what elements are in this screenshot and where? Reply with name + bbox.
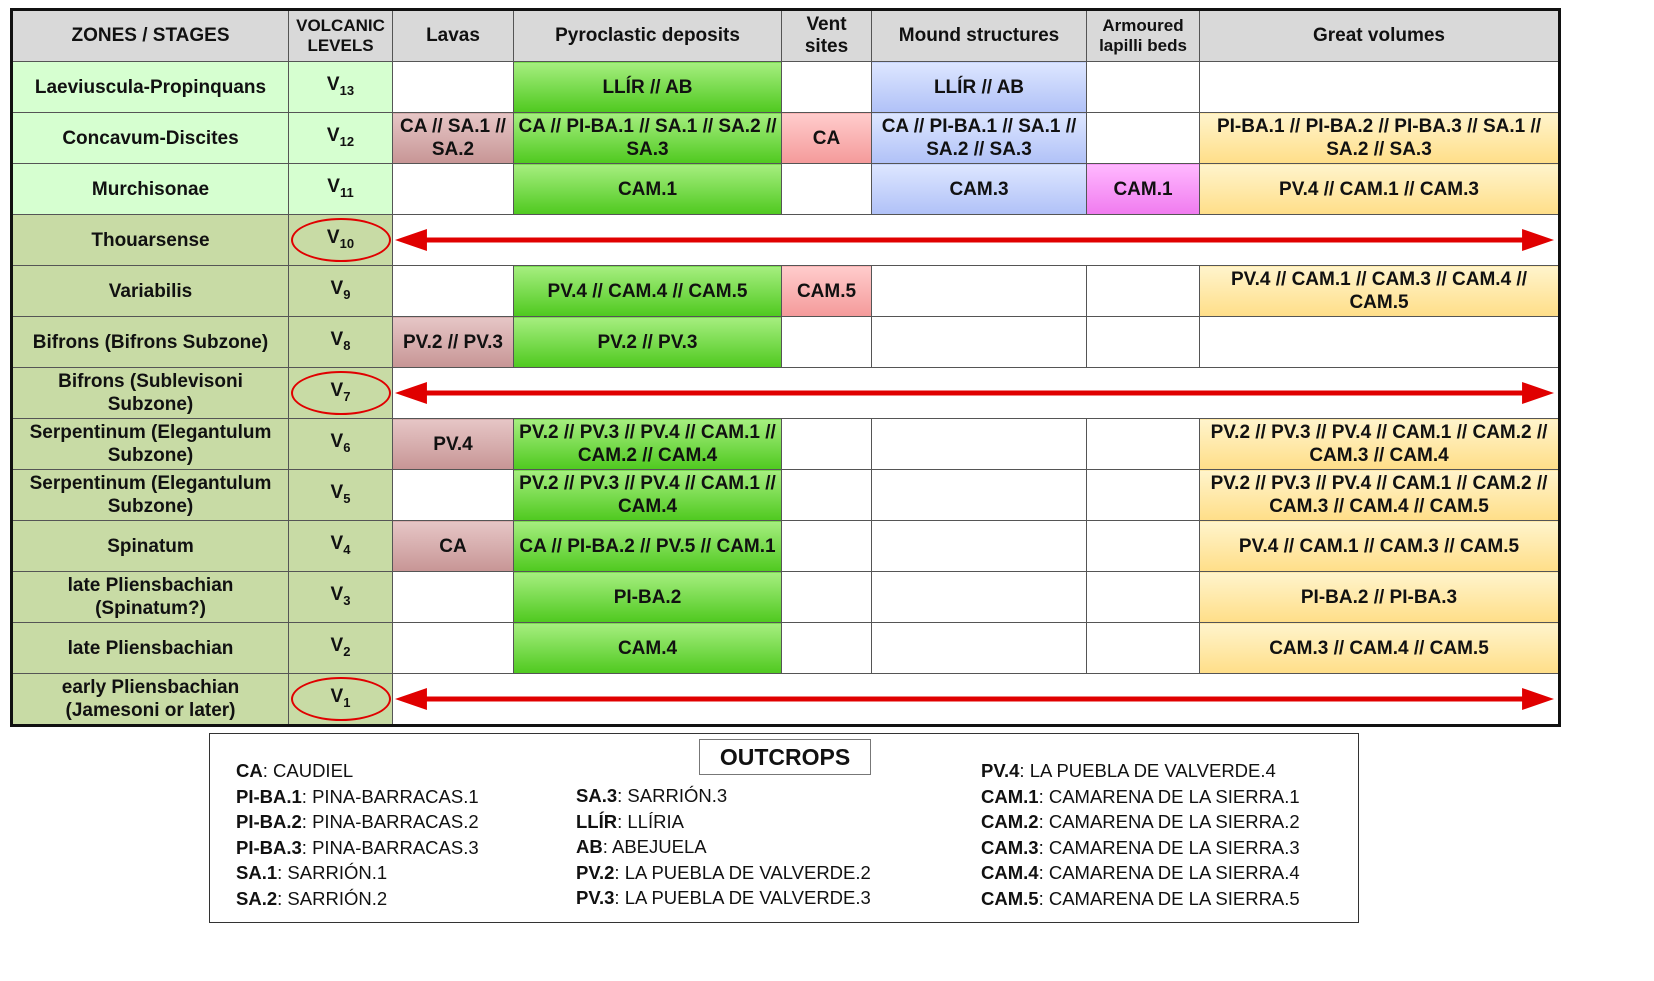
vent-sites-cell <box>782 419 872 470</box>
level-letter: V <box>326 73 340 95</box>
great-volumes-cell: PV.2 // PV.3 // PV.4 // CAM.1 // CAM.2 // CAM.3 // CAM.4 // CAM.5 <box>1200 470 1560 521</box>
legend-item <box>981 809 1300 835</box>
great-volumes-cell: PV.4 // CAM.1 // CAM.3 <box>1200 164 1560 215</box>
vent-sites-cell <box>782 521 872 572</box>
legend-code: PV.2 <box>576 861 615 883</box>
legend-name: LLÍRIA <box>627 810 684 832</box>
pyroclastic-cell: PV.2 // PV.3 // PV.4 // CAM.1 // CAM.2 // CAM.4 <box>514 419 782 470</box>
pyroclastic-cell: CA // PI-BA.2 // PV.5 // CAM.1 <box>514 521 782 572</box>
great-volumes-cell: PV.4 // CAM.1 // CAM.3 // CAM.5 <box>1200 521 1560 572</box>
level-number: 6 <box>343 439 351 455</box>
lavas-cell <box>393 164 514 215</box>
table-row <box>12 62 1560 113</box>
outcrops-legend <box>209 733 1359 923</box>
vent-sites-cell: CA <box>782 113 872 164</box>
zone-cell: Spinatum <box>12 521 289 572</box>
lavas-cell <box>393 470 514 521</box>
gap-arrow-cell <box>393 215 1560 266</box>
volcanic-level-cell <box>289 674 393 726</box>
table-row <box>12 215 1560 266</box>
legend-item <box>236 809 479 835</box>
legend-name: CAMARENA DE LA SIERRA.5 <box>1048 887 1300 909</box>
legend-item <box>576 809 871 835</box>
level-letter: V <box>327 175 340 197</box>
header-volcanic-levels: VOLCANIC LEVELS <box>289 10 393 62</box>
vent-sites-cell <box>782 317 872 368</box>
vent-sites-cell: CAM.5 <box>782 266 872 317</box>
legend-code: SA.1 <box>236 862 278 883</box>
legend-item <box>981 860 1300 886</box>
vent-sites-cell <box>782 164 872 215</box>
zone-cell: Bifrons (Bifrons Subzone) <box>12 317 289 368</box>
great-volumes-cell: PV.2 // PV.3 // PV.4 // CAM.1 // CAM.2 // CAM.3 // CAM.4 <box>1200 419 1560 470</box>
legend-name: CAMARENA DE LA SIERRA.3 <box>1048 836 1300 858</box>
legend-name: LA PUEBLA DE VALVERDE.2 <box>624 861 871 883</box>
legend-separator: : <box>617 810 628 832</box>
legend-item <box>236 784 479 810</box>
legend-code: SA.3 <box>576 785 618 806</box>
legend-column <box>981 758 1300 911</box>
pyroclastic-cell: PV.2 // PV.3 <box>514 317 782 368</box>
volcanic-level-cell <box>289 317 393 368</box>
lavas-cell <box>393 266 514 317</box>
legend-name: PINA-BARRACAS.3 <box>312 836 479 858</box>
zone-cell: Thouarsense <box>12 215 289 266</box>
legend-separator: : <box>262 760 274 781</box>
volcanic-level-cell <box>289 419 393 470</box>
legend-name: CAMARENA DE LA SIERRA.2 <box>1048 811 1300 832</box>
zone-cell: Laeviuscula-Propinquans <box>12 62 289 113</box>
armoured-lapilli-cell <box>1087 419 1200 470</box>
armoured-lapilli-cell <box>1087 572 1200 623</box>
lavas-cell: CA // SA.1 // SA.2 <box>393 113 514 164</box>
lavas-cell <box>393 572 514 623</box>
level-number: 13 <box>339 82 355 98</box>
level-number: 10 <box>339 235 355 251</box>
table-row <box>12 266 1560 317</box>
legend-code: SA.2 <box>236 887 278 909</box>
legend-name: PINA-BARRACAS.1 <box>312 785 479 807</box>
level-number: 7 <box>343 388 351 404</box>
volcanic-level-cell <box>289 113 393 164</box>
great-volumes-cell <box>1200 62 1560 113</box>
zone-cell: late Pliensbachian (Spinatum?) <box>12 572 289 623</box>
legend-item <box>576 885 871 911</box>
legend-name: CAMARENA DE LA SIERRA.4 <box>1048 862 1300 883</box>
legend-separator: : <box>301 811 313 832</box>
level-number: 4 <box>343 541 351 557</box>
great-volumes-cell: CAM.3 // CAM.4 // CAM.5 <box>1200 623 1560 674</box>
table-row <box>12 572 1560 623</box>
legend-item <box>576 783 871 809</box>
legend-name: LA PUEBLA DE VALVERDE.4 <box>1029 760 1276 781</box>
legend-name: CAUDIEL <box>273 760 354 781</box>
level-letter: V <box>330 430 344 452</box>
level-number: 8 <box>343 337 351 353</box>
legend-code: CAM.3 <box>981 836 1039 858</box>
legend-code: AB <box>576 836 603 857</box>
armoured-lapilli-cell: CAM.1 <box>1087 164 1200 215</box>
zone-cell: early Pliensbachian (Jamesoni or later) <box>12 674 289 726</box>
vent-sites-cell <box>782 62 872 113</box>
header-pyroclastic: Pyroclastic deposits <box>514 10 782 62</box>
legend-separator: : <box>277 862 288 883</box>
table-row <box>12 521 1560 572</box>
legend-separator: : <box>602 836 612 857</box>
mound-structures-cell <box>872 419 1087 470</box>
zone-cell: Murchisonae <box>12 164 289 215</box>
volcanic-level-cell <box>289 62 393 113</box>
zone-cell: Concavum-Discites <box>12 113 289 164</box>
armoured-lapilli-cell <box>1087 266 1200 317</box>
level-letter: V <box>330 277 344 299</box>
legend-item <box>236 860 479 886</box>
header-zones: ZONES / STAGES <box>12 10 289 62</box>
lavas-cell <box>393 623 514 674</box>
volcanic-levels-table <box>10 8 1561 727</box>
legend-item <box>236 886 479 912</box>
level-number: 3 <box>343 592 351 608</box>
pyroclastic-cell: LLÍR // AB <box>514 62 782 113</box>
legend-separator: : <box>617 785 628 806</box>
legend-item <box>236 835 479 861</box>
volcanic-level-cell <box>289 521 393 572</box>
legend-separator: : <box>301 785 313 807</box>
header-lavas: Lavas <box>393 10 514 62</box>
legend-separator: : <box>301 836 313 858</box>
gap-arrow-cell <box>393 674 1560 726</box>
legend-separator: : <box>277 887 288 909</box>
legend-column <box>576 783 871 911</box>
table-row <box>12 623 1560 674</box>
pyroclastic-cell: PI-BA.2 <box>514 572 782 623</box>
legend-item <box>576 860 871 886</box>
header-great-volumes: Great volumes <box>1200 10 1560 62</box>
lavas-cell: PV.4 <box>393 419 514 470</box>
volcanic-level-cell <box>289 164 393 215</box>
great-volumes-cell: PI-BA.1 // PI-BA.2 // PI-BA.3 // SA.1 // SA.2 // SA.3 <box>1200 113 1560 164</box>
level-highlight-ring <box>291 677 391 721</box>
mound-structures-cell <box>872 572 1087 623</box>
great-volumes-cell <box>1200 317 1560 368</box>
legend-title: OUTCROPS <box>699 739 871 775</box>
volcanic-level-cell <box>289 215 393 266</box>
legend-code: LLÍR <box>576 810 618 832</box>
level-letter: V <box>330 583 344 605</box>
volcanic-level-cell <box>289 470 393 521</box>
legend-separator: : <box>1038 836 1049 858</box>
level-letter: V <box>330 685 344 707</box>
legend-item <box>981 784 1300 810</box>
legend-code: PI-BA.3 <box>236 836 302 858</box>
legend-separator: : <box>1038 887 1049 909</box>
mound-structures-cell <box>872 521 1087 572</box>
zone-cell: Bifrons (Sublevisoni Subzone) <box>12 368 289 419</box>
mound-structures-cell <box>872 317 1087 368</box>
volcanic-level-cell <box>289 266 393 317</box>
legend-item <box>981 758 1300 784</box>
level-number: 2 <box>343 643 351 659</box>
table-row <box>12 164 1560 215</box>
pyroclastic-cell: CA // PI-BA.1 // SA.1 // SA.2 // SA.3 <box>514 113 782 164</box>
armoured-lapilli-cell <box>1087 623 1200 674</box>
level-letter: V <box>330 481 344 503</box>
lavas-cell <box>393 62 514 113</box>
legend-code: CA <box>236 760 263 781</box>
vent-sites-cell <box>782 572 872 623</box>
legend-name: ABEJUELA <box>612 836 707 857</box>
zone-cell: Serpentinum (Elegantulum Subzone) <box>12 470 289 521</box>
legend-code: PV.3 <box>576 887 615 908</box>
legend-column <box>236 758 479 911</box>
level-highlight-ring <box>291 218 391 262</box>
legend-separator: : <box>1019 760 1030 781</box>
double-arrow-icon <box>393 674 1558 724</box>
level-highlight-ring <box>291 371 391 415</box>
mound-structures-cell <box>872 470 1087 521</box>
mound-structures-cell: CAM.3 <box>872 164 1087 215</box>
legend-separator: : <box>1038 862 1049 883</box>
level-number: 12 <box>339 133 355 149</box>
legend-name: SARRIÓN.2 <box>287 887 388 909</box>
volcanic-level-cell <box>289 623 393 674</box>
zone-cell: Serpentinum (Elegantulum Subzone) <box>12 419 289 470</box>
armoured-lapilli-cell <box>1087 113 1200 164</box>
pyroclastic-cell: PV.4 // CAM.4 // CAM.5 <box>514 266 782 317</box>
volcanic-level-cell <box>289 368 393 419</box>
legend-separator: : <box>1038 785 1049 807</box>
level-letter: V <box>326 226 340 248</box>
legend-name: CAMARENA DE LA SIERRA.1 <box>1048 785 1300 807</box>
lavas-cell: CA <box>393 521 514 572</box>
legend-code: CAM.4 <box>981 862 1039 883</box>
legend-separator: : <box>1038 811 1049 832</box>
pyroclastic-cell: CAM.1 <box>514 164 782 215</box>
legend-item <box>576 834 871 860</box>
armoured-lapilli-cell <box>1087 521 1200 572</box>
armoured-lapilli-cell <box>1087 62 1200 113</box>
legend-code: PV.4 <box>981 760 1020 781</box>
legend-code: PI-BA.1 <box>236 785 302 807</box>
legend-item <box>981 886 1300 912</box>
double-arrow-icon <box>393 368 1558 418</box>
armoured-lapilli-cell <box>1087 470 1200 521</box>
legend-separator: : <box>614 887 625 908</box>
pyroclastic-cell: PV.2 // PV.3 // PV.4 // CAM.1 // CAM.4 <box>514 470 782 521</box>
level-number: 5 <box>343 490 351 506</box>
legend-name: LA PUEBLA DE VALVERDE.3 <box>624 887 871 908</box>
legend-code: CAM.1 <box>981 785 1039 807</box>
mound-structures-cell <box>872 266 1087 317</box>
legend-name: SARRIÓN.1 <box>287 862 388 883</box>
level-number: 11 <box>339 184 354 200</box>
legend-item <box>236 758 479 784</box>
great-volumes-cell: PV.4 // CAM.1 // CAM.3 // CAM.4 // CAM.5 <box>1200 266 1560 317</box>
legend-name: SARRIÓN.3 <box>627 785 728 806</box>
header-row <box>12 10 1560 62</box>
table-row <box>12 113 1560 164</box>
zone-cell: late Pliensbachian <box>12 623 289 674</box>
table-row <box>12 419 1560 470</box>
table-row <box>12 674 1560 726</box>
level-letter: V <box>330 634 344 656</box>
header-vent-sites: Vent sites <box>782 10 872 62</box>
great-volumes-cell: PI-BA.2 // PI-BA.3 <box>1200 572 1560 623</box>
legend-separator: : <box>614 861 625 883</box>
level-letter: V <box>326 124 340 146</box>
level-number: 1 <box>343 694 351 710</box>
armoured-lapilli-cell <box>1087 317 1200 368</box>
gap-arrow-cell <box>393 368 1560 419</box>
legend-code: PI-BA.2 <box>236 811 302 832</box>
level-letter: V <box>330 328 344 350</box>
vent-sites-cell <box>782 470 872 521</box>
mound-structures-cell: LLÍR // AB <box>872 62 1087 113</box>
table-row <box>12 470 1560 521</box>
pyroclastic-cell: CAM.4 <box>514 623 782 674</box>
lavas-cell: PV.2 // PV.3 <box>393 317 514 368</box>
vent-sites-cell <box>782 623 872 674</box>
volcanic-levels-table-container <box>10 8 1558 720</box>
table-row <box>12 368 1560 419</box>
header-mound-structures: Mound structures <box>872 10 1087 62</box>
legend-code: CAM.2 <box>981 811 1039 832</box>
table-row <box>12 317 1560 368</box>
header-armoured-lapilli: Armoured lapilli beds <box>1087 10 1200 62</box>
double-arrow-icon <box>393 215 1558 265</box>
legend-code: CAM.5 <box>981 887 1039 909</box>
zone-cell: Variabilis <box>12 266 289 317</box>
mound-structures-cell <box>872 623 1087 674</box>
volcanic-level-cell <box>289 572 393 623</box>
mound-structures-cell: CA // PI-BA.1 // SA.1 // SA.2 // SA.3 <box>872 113 1087 164</box>
legend-name: PINA-BARRACAS.2 <box>312 811 479 832</box>
legend-item <box>981 835 1300 861</box>
level-letter: V <box>330 532 344 554</box>
level-letter: V <box>330 379 344 401</box>
level-number: 9 <box>343 286 351 302</box>
